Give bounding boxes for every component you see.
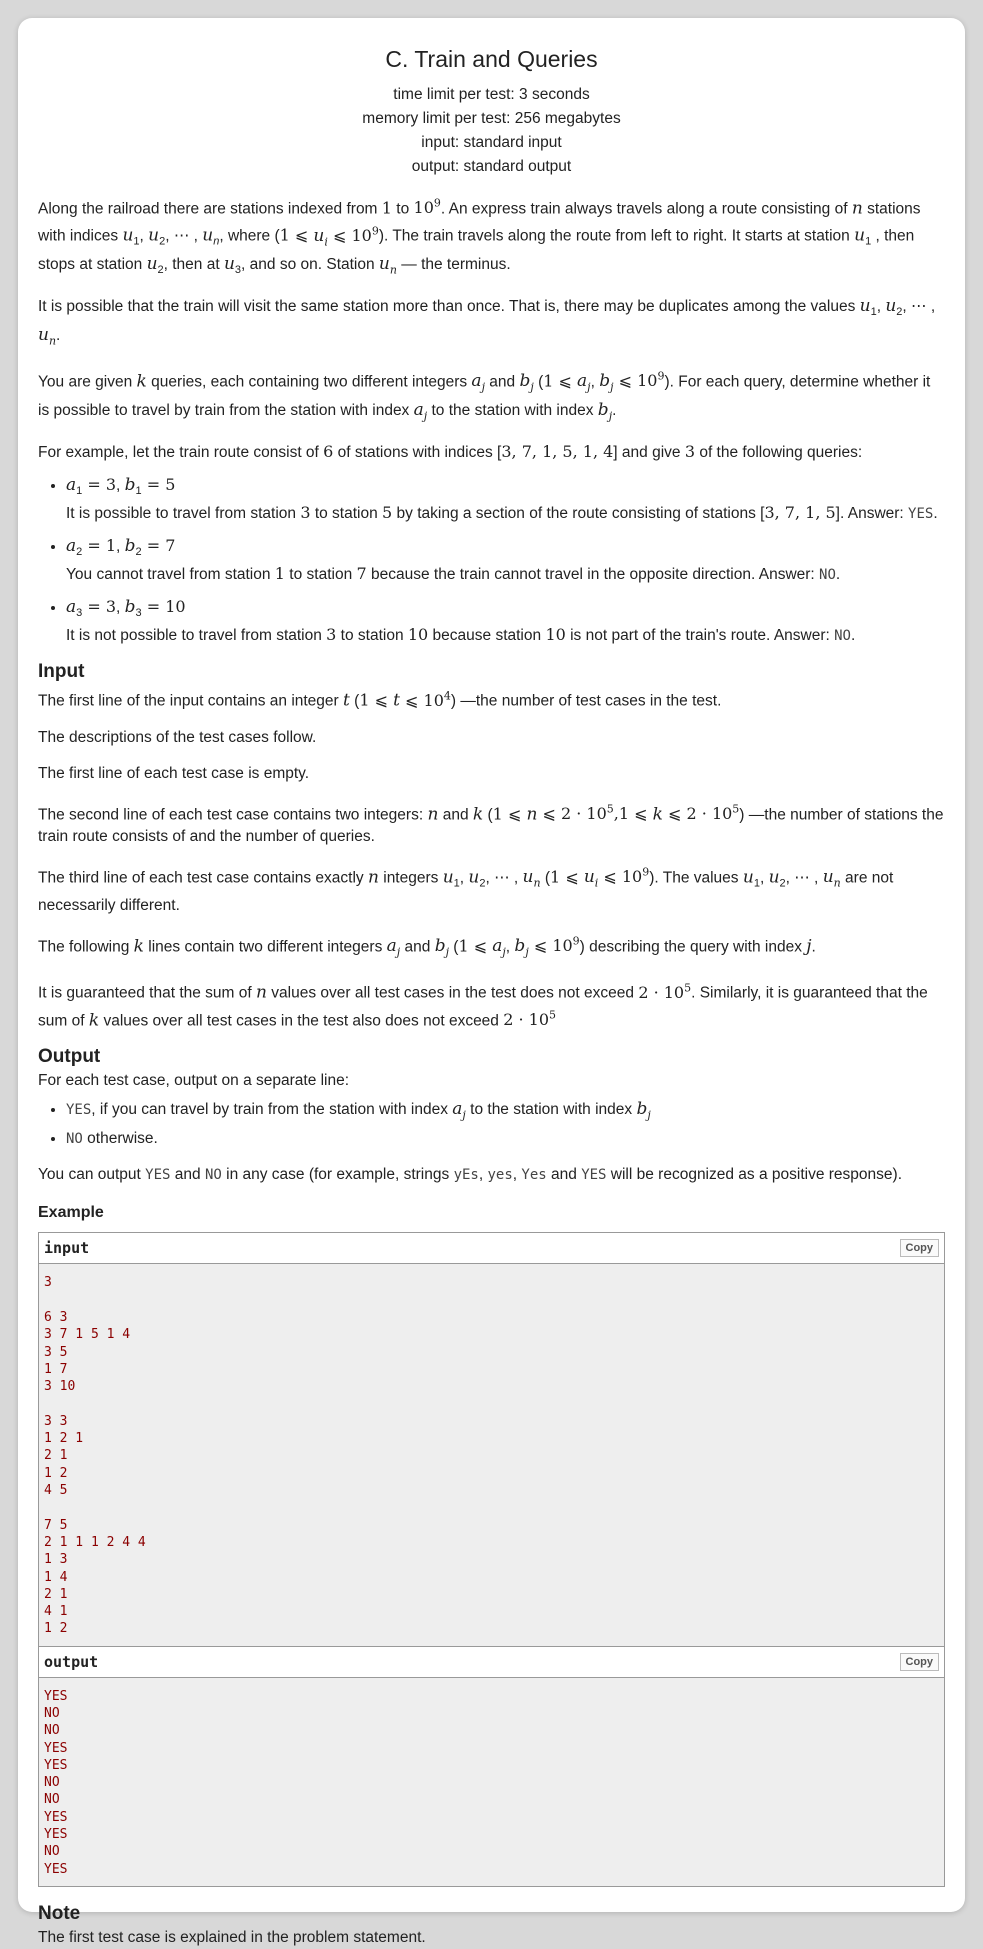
input-paragraph-4: The second line of each test case contains two integers: n and k (1 ⩽ n ⩽ $2 \cdot 10^5,1$ ⩽ k ⩽ $2 \cdot 10^5$) —the number of stations the train route consists of and the number of queries. [38,802,944,845]
output-specification [38,1046,945,1186]
note-title: Note [38,1902,81,1924]
note-text: The first test case is explained in the problem statement. [38,1928,426,1946]
list-item: • $a_3 = 3$, $b_3 = 10$ It is not possible to travel from station 3 to station 10 because station 10 is not part of the train's route. Answer: NO. [66,596,945,647]
statement-paragraph-2: It is possible that the train will visit the same station more than once. That is, there may be duplicates among the values $u_1$, $u_2$, ⋯ , $u_n$. [38,296,936,347]
output-paragraph-2: You can output YES and NO in any case (for example, strings yEs, yes, Yes and YES will be recognized as a positive response). [38,1166,902,1184]
sample-output-label: output [44,1652,99,1671]
input-specification [38,661,945,1032]
statement-paragraph-1: Along the railroad there are stations indexed from 1 to $10^9$. An express train always travels along a route consisting of n stations with indices $u_1$, $u_2$, ⋯ , $u_n$, where (1 ⩽ $u_i$ ⩽ $10^9$). The train travels along the route from left to right. It starts at station $u_1$ , then stops at station $u_2$, then at $u_3$, and so on. Station $u_n$ — the terminus. [38,197,921,277]
legend [38,193,945,647]
output-options-list [38,1098,945,1150]
input-paragraph-5: The third line of each test case contains exactly n integers $u_1$, $u_2$, ⋯ , $u_n$ (1 ⩽ $u_i$ ⩽ $10^9$). The values $u_1$, $u_2$, ⋯ , $u_n$ are not necessarily different. [38,865,894,914]
statement-paragraph-3: You are given k queries, each containing two different integers $a_j$ and $b_j$ (1 ⩽ $a_j$, $b_j$ ⩽ $10^9$). For each query, determine whether it is possible to travel by train from the station with index $a_j$ to the station with index $b_j$. [38,369,931,423]
problem-header [38,46,945,179]
example-title: Example [38,1204,104,1222]
list-item: • $a_2 = 1$, $b_2 = 7$ You cannot travel from station 1 to station 7 because the train cannot travel in the opposite direction. Answer: NO. [66,535,945,586]
sample-input-label: input [44,1239,90,1258]
sample-input-text[interactable]: 3 6 3 3 7 1 5 1 4 3 5 1 7 3 10 3 3 1 2 1 2 1 1 2 4 5 7 5 2 1 1 1 2 4 4 1 3 1 4 2 1 4 1 1 2 [39,1264,944,1645]
sample-output-box [38,1647,945,1887]
list-item: • NO otherwise. [66,1128,945,1150]
copy-input-button[interactable]: Copy [900,1239,940,1257]
problem-statement [18,18,965,1946]
input-paragraph-3: The first line of each test case is empty. [38,764,310,782]
input-paragraph-7: It is guaranteed that the sum of n values over all test cases in the test does not exceed $2 \cdot 10^5$. Similarly, it is guaranteed that the sum of k values over all test cases in the test also does not exceed $2 \cdot 10^5$ [38,981,928,1031]
input-paragraph-2: The descriptions of the test cases follow. [38,728,317,746]
sample-input-box [38,1232,945,1646]
list-item: • $a_1 = 3$, $b_1 = 5$ It is possible to travel from station 3 to station 5 by taking a section of the route consisting of stations [3, 7, 1, 5]. Answer: YES. [66,474,945,525]
sample-tests [38,1204,945,1887]
input-section-title: Input [38,661,85,683]
note-section [38,1903,945,1949]
output-paragraph-1: For each test case, output on a separate line: [38,1072,350,1090]
input-file: input: standard input [421,134,562,151]
output-file: output: standard output [411,158,572,175]
input-paragraph-6: The following k lines contain two different integers $a_j$ and $b_j$ (1 ⩽ $a_j$, $b_j$ ⩽ $10^9$) describing the query with index j. [38,934,816,959]
input-paragraph-1: The first line of the input contains an integer t (1 ⩽ t ⩽ $10^4$) —the number of test cases in the test. [38,689,722,711]
memory-limit: memory limit per test: 256 megabytes [362,110,621,127]
list-item: • YES, if you can travel by train from the station with index $a_j$ to the station with index $b_j$ [66,1098,945,1126]
sample-output-text[interactable]: YES NO NO YES YES NO NO YES YES NO YES [39,1678,944,1886]
copy-output-button[interactable]: Copy [900,1653,940,1671]
example-queries-list [38,474,945,647]
problem-title: C. Train and Queries [385,46,598,72]
time-limit: time limit per test: 3 seconds [393,86,590,103]
output-section-title: Output [38,1046,101,1068]
statement-paragraph-4: For example, let the train route consist of 6 of stations with indices [3, 7, 1, 5, 1, 4] and give 3 of the following queries: [38,442,863,462]
